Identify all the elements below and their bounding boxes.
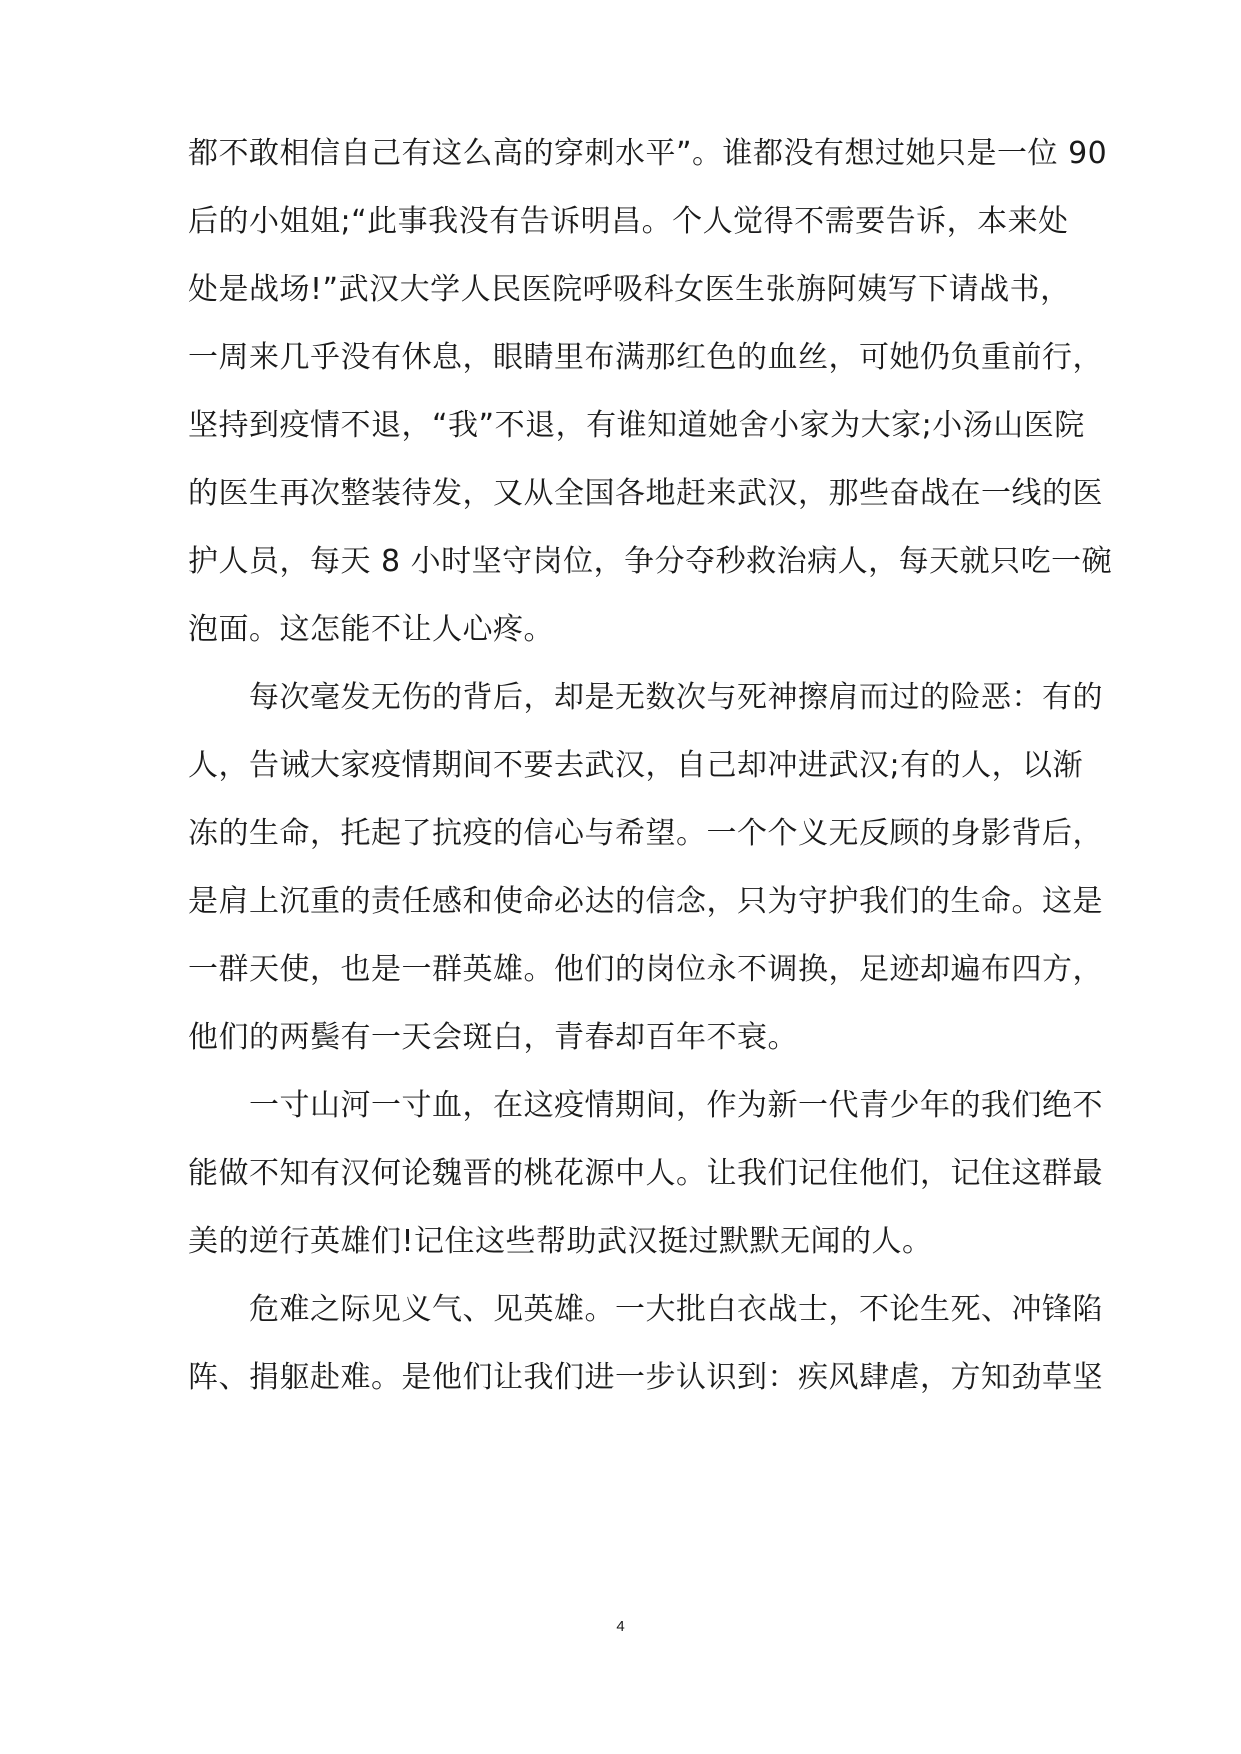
page-number: 4 [616, 1618, 625, 1635]
text-line: 坚持到疫情不退，“我”不退，有谁知道她舍小家为大家;小汤山医院 [188, 408, 1085, 443]
text-line: 的医生再次整装待发，又从全国各地赶来武汉，那些奋战在一线的医 [188, 476, 1103, 511]
text-line: 是肩上沉重的责任感和使命必达的信念，只为守护我们的生命。这是 [188, 884, 1103, 919]
text-line: 一寸山河一寸血，在这疫情期间，作为新一代青少年的我们绝不 [188, 1088, 1103, 1123]
text-line: 一群天使，也是一群英雄。他们的岗位永不调换，足迹却遍布四方， [188, 952, 1103, 987]
text-line: 一周来几乎没有休息，眼睛里布满那红色的血丝，可她仍负重前行， [188, 340, 1103, 375]
text-line: 危难之际见义气、见英雄。一大批白衣战士，不论生死、冲锋陷 [188, 1292, 1103, 1327]
text-line: 每次毫发无伤的背后，却是无数次与死神擦肩而过的险恶：有的 [188, 680, 1103, 715]
text-line: 泡面。这怎能不让人心疼。 [188, 612, 554, 647]
text-line: 阵、捐躯赴难。是他们让我们进一步认识到：疾风肆虐，方知劲草坚 [188, 1360, 1103, 1395]
text-line: 能做不知有汉何论魏晋的桃花源中人。让我们记住他们，记住这群最 [188, 1156, 1103, 1191]
text-line: 处是战场!”武汉大学人民医院呼吸科女医生张旃阿姨写下请战书， [188, 272, 1071, 307]
text-line: 他们的两鬓有一天会斑白，青春却百年不衰。 [188, 1020, 798, 1055]
text-line: 护人员，每天 8 小时坚守岗位，争分夺秒救治病人，每天就只吃一碗 [188, 544, 1113, 579]
text-line: 后的小姐姐;“此事我没有告诉明昌。个人觉得不需要告诉，本来处 [188, 204, 1069, 239]
text-line: 冻的生命，托起了抗疫的信心与希望。一个个义无反顾的身影背后， [188, 816, 1103, 851]
text-line: 人，告诫大家疫情期间不要去武汉，自己却冲进武汉;有的人，以渐 [188, 748, 1084, 783]
text-line: 美的逆行英雄们!记住这些帮助武汉挺过默默无闻的人。 [188, 1224, 933, 1259]
text-line: 都不敢相信自己有这么高的穿刺水平”。谁都没有想过她只是一位 90 [188, 136, 1108, 171]
